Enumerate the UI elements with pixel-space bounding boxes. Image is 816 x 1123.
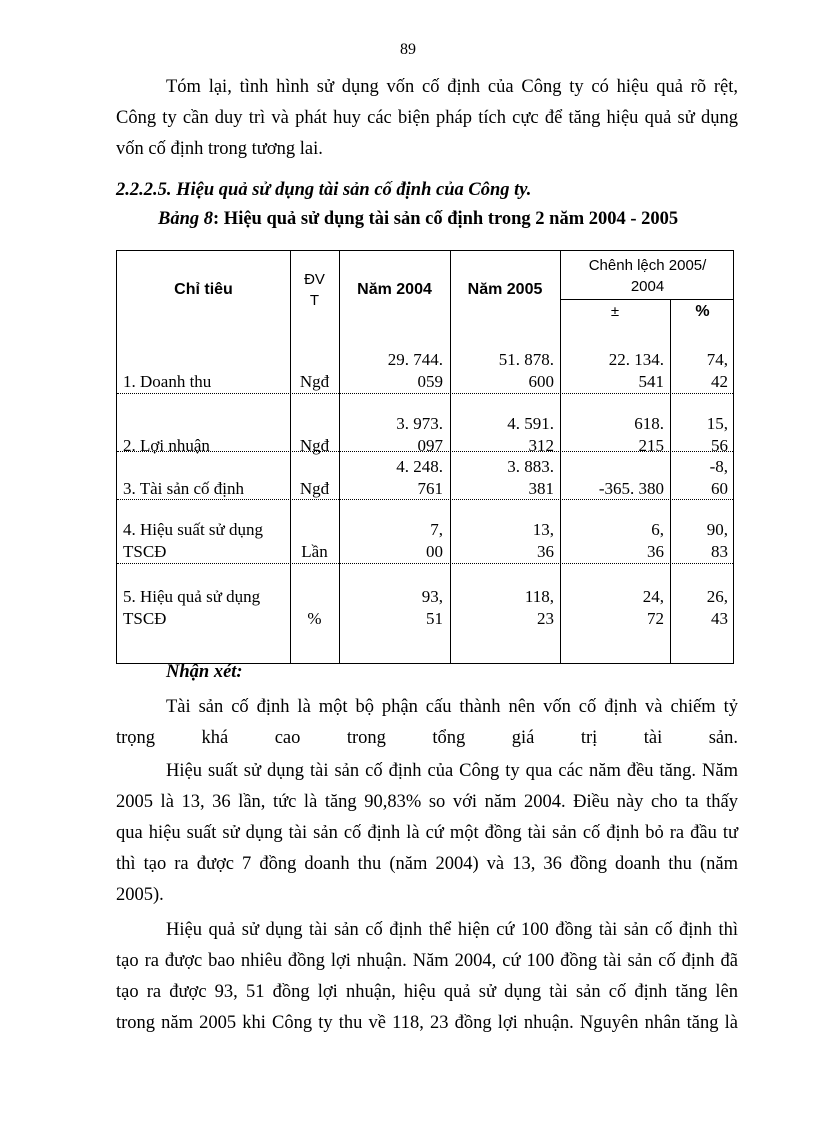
paragraph-1 (116, 692, 738, 754)
value-2005: 118, 23 (524, 587, 554, 628)
header-dvt (290, 269, 339, 311)
text-line: Công ty cần duy trì và phát huy các biện pháp tích cực để tăng hiệu quả sử dụng (116, 108, 738, 128)
value-2004: 4. 248. 761 (396, 457, 443, 498)
text-line: tạo ra được 93, 51 đồng lợi nhuận, hiệu quả sử dụng tài sản cố định tăng lên (116, 982, 738, 1002)
header-nam-2005: Năm 2005 (467, 281, 543, 298)
header-chenh-lech (560, 255, 735, 297)
paragraph-2 (116, 756, 738, 911)
row-unit: Ngđ (299, 436, 330, 455)
row-label: 3. Tài sản cố định (123, 479, 245, 498)
text-line: trong năm 2005 khi Công ty thu về 118, 23 đồng lợi nhuận. Nguyên nhân tăng là (116, 1013, 738, 1033)
text-line: qua hiệu suất sử dụng tài sản cố định là cứ một đồng tài sản cố định bỏ ra đầu tư (116, 823, 738, 843)
header-chenh-lech-line2: 2004 (630, 278, 665, 295)
value-2005: 51. 878. 600 (498, 350, 554, 391)
text-line: Hiệu quả sử dụng tài sản cố định thể hiện cứ 100 đồng tài sản cố định thì (166, 920, 738, 940)
value-pct: 15, 56 (706, 414, 728, 455)
value-diff: 618. 215 (634, 414, 664, 455)
header-percent: % (695, 303, 710, 320)
paragraph-3 (116, 915, 738, 1039)
row-unit: % (307, 609, 322, 628)
text-line: vốn cố định trong tương lai. (116, 139, 323, 159)
column-divider (290, 251, 291, 663)
row-divider (117, 563, 733, 564)
value-2004: 29. 744. 059 (387, 350, 443, 391)
row-label: 4. Hiệu suất sử dụng TSCĐ (123, 520, 264, 561)
intro-paragraph (116, 72, 738, 165)
text-line: Tài sản cố định là một bộ phận cấu thành nên vốn cố định và chiếm tỷ (166, 697, 738, 717)
value-2005: 3. 883. 381 (507, 457, 554, 498)
text-line: trọng khá cao trong tổng giá trị tài sản. (116, 728, 738, 748)
header-chi-tieu: Chỉ tiêu (174, 281, 233, 298)
value-pct: 26, 43 (706, 587, 728, 628)
row-unit: Ngđ (299, 479, 330, 498)
header-divider (560, 299, 733, 300)
header-dvt-line2: T (309, 292, 320, 309)
text-line: 2005). (116, 885, 164, 905)
row-unit: Lần (301, 542, 328, 561)
value-2005: 13, 36 (532, 520, 554, 561)
nhan-xet-heading: Nhận xét: (166, 662, 243, 682)
section-heading: 2.2.2.5. Hiệu quả sử dụng tài sản cố định của Công ty. (116, 180, 532, 200)
header-plus-minus: ± (610, 303, 620, 320)
table-caption-text: : Hiệu quả sử dụng tài sản cố định trong 2 năm 2004 - 2005 (213, 209, 679, 229)
row-label: 1. Doanh thu (123, 372, 212, 391)
data-table (116, 250, 734, 664)
value-pct: -8, 60 (709, 457, 728, 498)
value-2004: 3. 973. 097 (396, 414, 443, 455)
value-2004: 7, 00 (426, 520, 443, 561)
text-line: Hiệu suất sử dụng tài sản cố định của Công ty qua các năm đều tăng. Năm (166, 761, 738, 781)
text-line: tạo ra được bao nhiêu đồng lợi nhuận. Năm 2004, cứ 100 đồng tài sản cố định đã (116, 951, 738, 971)
header-nam-2004: Năm 2004 (357, 281, 432, 298)
value-pct: 90, 83 (706, 520, 728, 561)
table-caption-label: Bảng 8 (158, 209, 214, 229)
table-caption (158, 209, 678, 230)
row-divider (117, 393, 733, 394)
value-2005: 4. 591. 312 (507, 414, 554, 455)
value-pct: 74, 42 (706, 350, 728, 391)
value-diff: 24, 72 (642, 587, 664, 628)
row-unit: Ngđ (299, 372, 330, 391)
text-line: 2005 là 13, 36 lần, tức là tăng 90,83% so với năm 2004. Điều này cho ta thấy (116, 792, 738, 812)
value-diff: 6, 36 (647, 520, 664, 561)
row-label: 2. Lợi nhuận (123, 436, 210, 455)
header-dvt-line1: ĐV (304, 271, 325, 288)
page-number: 89 (400, 41, 416, 58)
value-diff: -365. 380 (598, 479, 664, 498)
value-2004: 93, 51 (421, 587, 443, 628)
row-label: 5. Hiệu quả sử dụng TSCĐ (123, 587, 261, 628)
value-diff: 22. 134. 541 (608, 350, 664, 391)
text-line: thì tạo ra được 7 đồng doanh thu (năm 2004) và 13, 36 đồng doanh thu (năm (116, 854, 738, 874)
header-chenh-lech-line1: Chênh lệch 2005/ (588, 257, 707, 274)
text-line: Tóm lại, tình hình sử dụng vốn cố định của Công ty có hiệu quả rõ rệt, (166, 77, 738, 97)
